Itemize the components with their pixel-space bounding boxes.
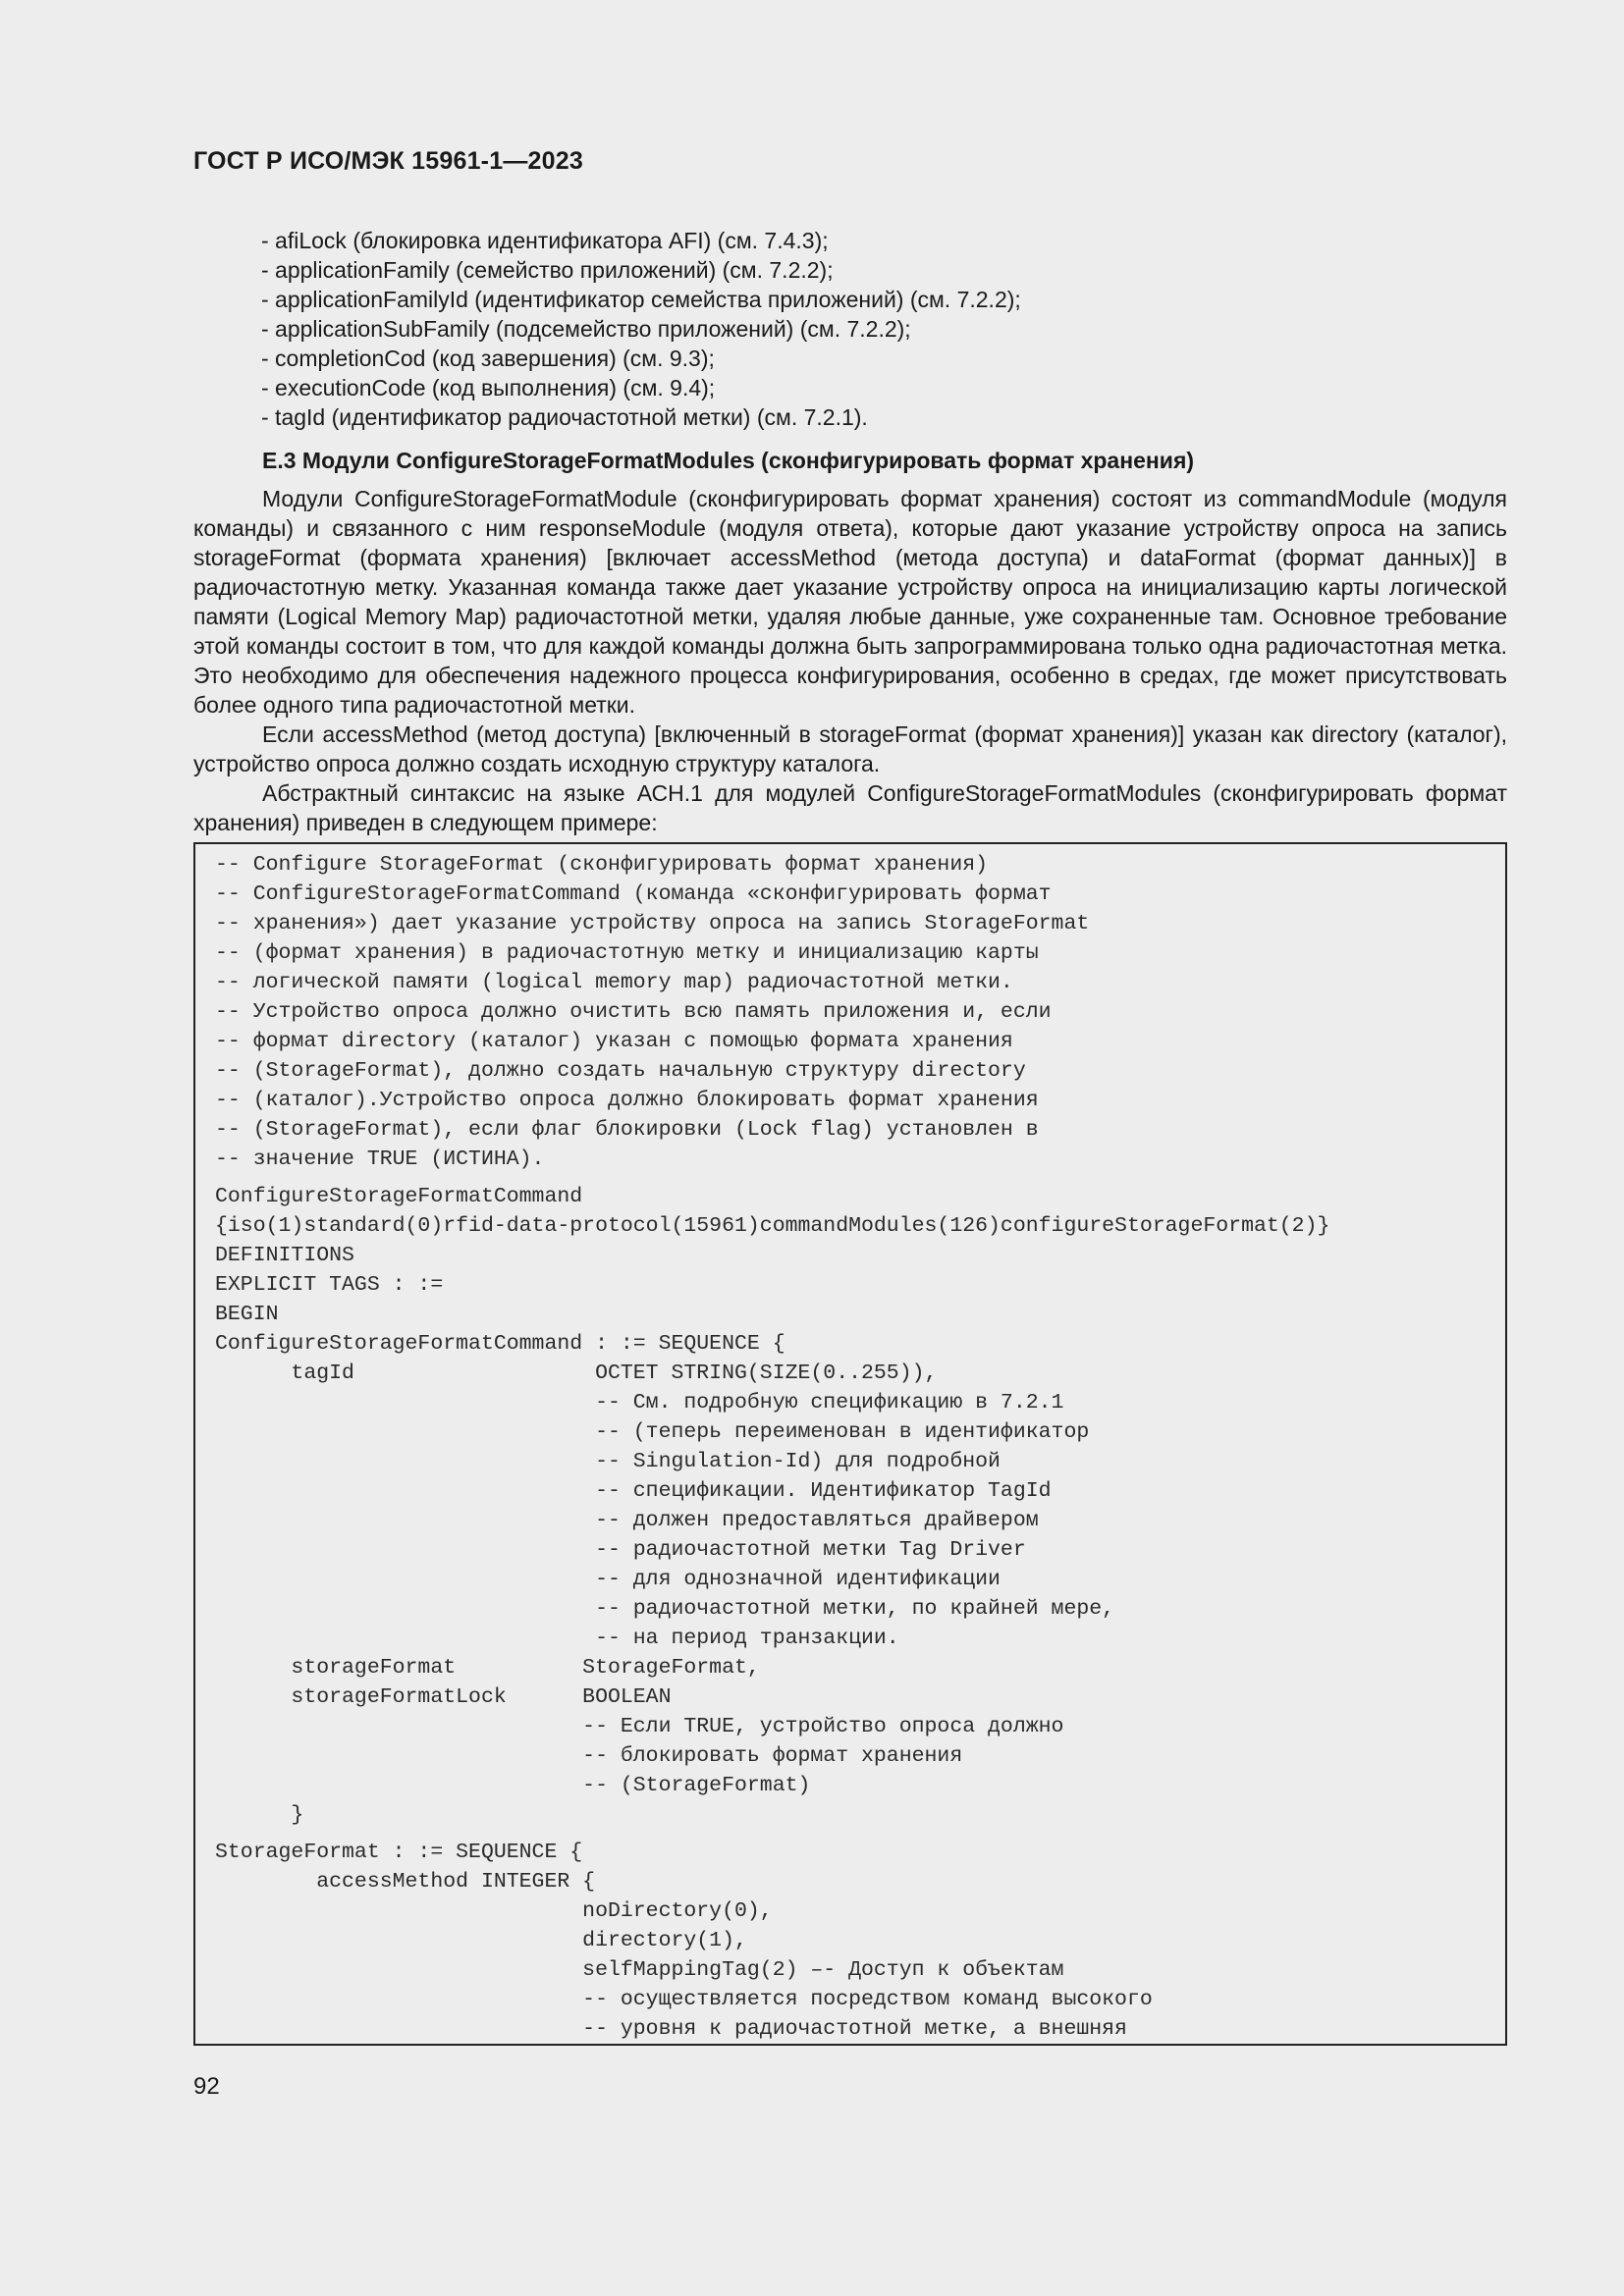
code-command-definition: ConfigureStorageFormatCommand {iso(1)standard(0)rfid-data-protocol(15961)commandModules(126)configureStorageFormat(2)} DEFINITIONS EXPLICIT TAGS : := BEGIN ConfigureStorageFormatCommand : := SEQUENCE { tagId OCTET STRING(SIZE(0..255)), -- См. подробную спецификацию в 7.2.1 -- (теперь переименован в идентификатор -- Singulation-Id) для подробной -- спецификации. Идентификатор TagId -- должен предоставляться драйвером -- радиочастотной метки Tag Driver -- для однозначной идентификации -- радиочастотной метки, по крайней мере, -- на период транзакции. storageFormat StorageFormat, storageFormatLock BOOLEAN -- Если TRUE, устройство опроса должно -- блокировать формат хранения -- (StorageFormat) } [215, 1185, 1330, 1827]
list-item: - afiLock (блокировка идентификатора AFI) (см. 7.4.3); [261, 228, 829, 253]
document-header: ГОСТ Р ИСО/МЭК 15961-1—2023 [193, 147, 583, 175]
paragraph-syntax-intro: Абстрактный синтаксис на языке АСН.1 для модулей ConfigureStorageFormatModules (сконфигурировать формат хранения) приведен в следующем примере: [193, 780, 1507, 835]
list-item: - tagId (идентификатор радиочастотной метки) (см. 7.2.1). [261, 404, 868, 430]
list-item: - executionCode (код выполнения) (см. 9.4); [261, 375, 716, 400]
list-item: - applicationSubFamily (подсемейство приложений) (см. 7.2.2); [261, 316, 911, 342]
page-number: 92 [193, 2073, 220, 2100]
code-storage-format-definition: StorageFormat : := SEQUENCE { accessMethod INTEGER { noDirectory(0), directory(1), selfMappingTag(2) –- Доступ к объектам -- осуществляется посредством команд высокого -- уровня к радиочастотной метке, а внешняя [215, 1841, 1153, 2041]
paragraph-modules-description: Модули ConfigureStorageFormatModule (сконфигурировать формат хранения) состоят из commandModule (модуля команды) и связанного с ним responseModule (модуля ответа), которые дают указание устройству опроса на запись storageFormat (формата хранения) [включает accessMethod (метода доступа) и dataFormat (формат данных)] в радиочастотную метку. Указанная команда также дает указание устройству опроса на инициализацию карты логической памяти (Logical Memory Map) радиочастотной метки, удаляя любые данные, уже сохраненные там. Основное требование этой команды состоит в том, что для каждой команды должна быть запрограммирована только одна радиочастотная метка. Это необходимо для обеспечения надежного процесса конфигурирования, особенно в средах, где может присутствовать более одного типа радиочастотной метки. [193, 486, 1507, 718]
list-item: - applicationFamilyId (идентификатор семейства приложений) (см. 7.2.2); [261, 287, 1021, 312]
code-comment-block: -- Configure StorageFormat (сконфигурировать формат хранения) -- ConfigureStorageFormatCommand (команда «сконфигурировать формат -- хранения») дает указание устройству опроса на запись StorageFormat -- (формат хранения) в радиочастотную метку и инициализацию карты -- логической памяти (logical memory map) радиочастотной метки. -- Устройство опроса должно очистить всю память приложения и, если -- формат directory (каталог) указан с помощью формата хранения -- (StorageFormat), должно создать начальную структуру directory -- (каталог).Устройство опроса должно блокировать формат хранения -- (StorageFormat), если флаг блокировки (Lock flag) установлен в -- значение TRUE (ИСТИНА). [215, 853, 1090, 1171]
list-item: - completionCod (код завершения) (см. 9.3); [261, 346, 715, 371]
section-title: Е.3 Модули ConfigureStorageFormatModules (сконфигурировать формат хранения) [262, 448, 1195, 473]
field-list [261, 226, 1021, 432]
code-listing-box [193, 842, 1507, 2046]
paragraph-access-method: Если accessMethod (метод доступа) [включенный в storageFormat (формат хранения)] указан как directory (каталог), устройство опроса должно создать исходную структуру каталога. [193, 721, 1507, 776]
list-item: - applicationFamily (семейство приложений) (см. 7.2.2); [261, 257, 834, 283]
code-listing [215, 850, 1329, 2044]
